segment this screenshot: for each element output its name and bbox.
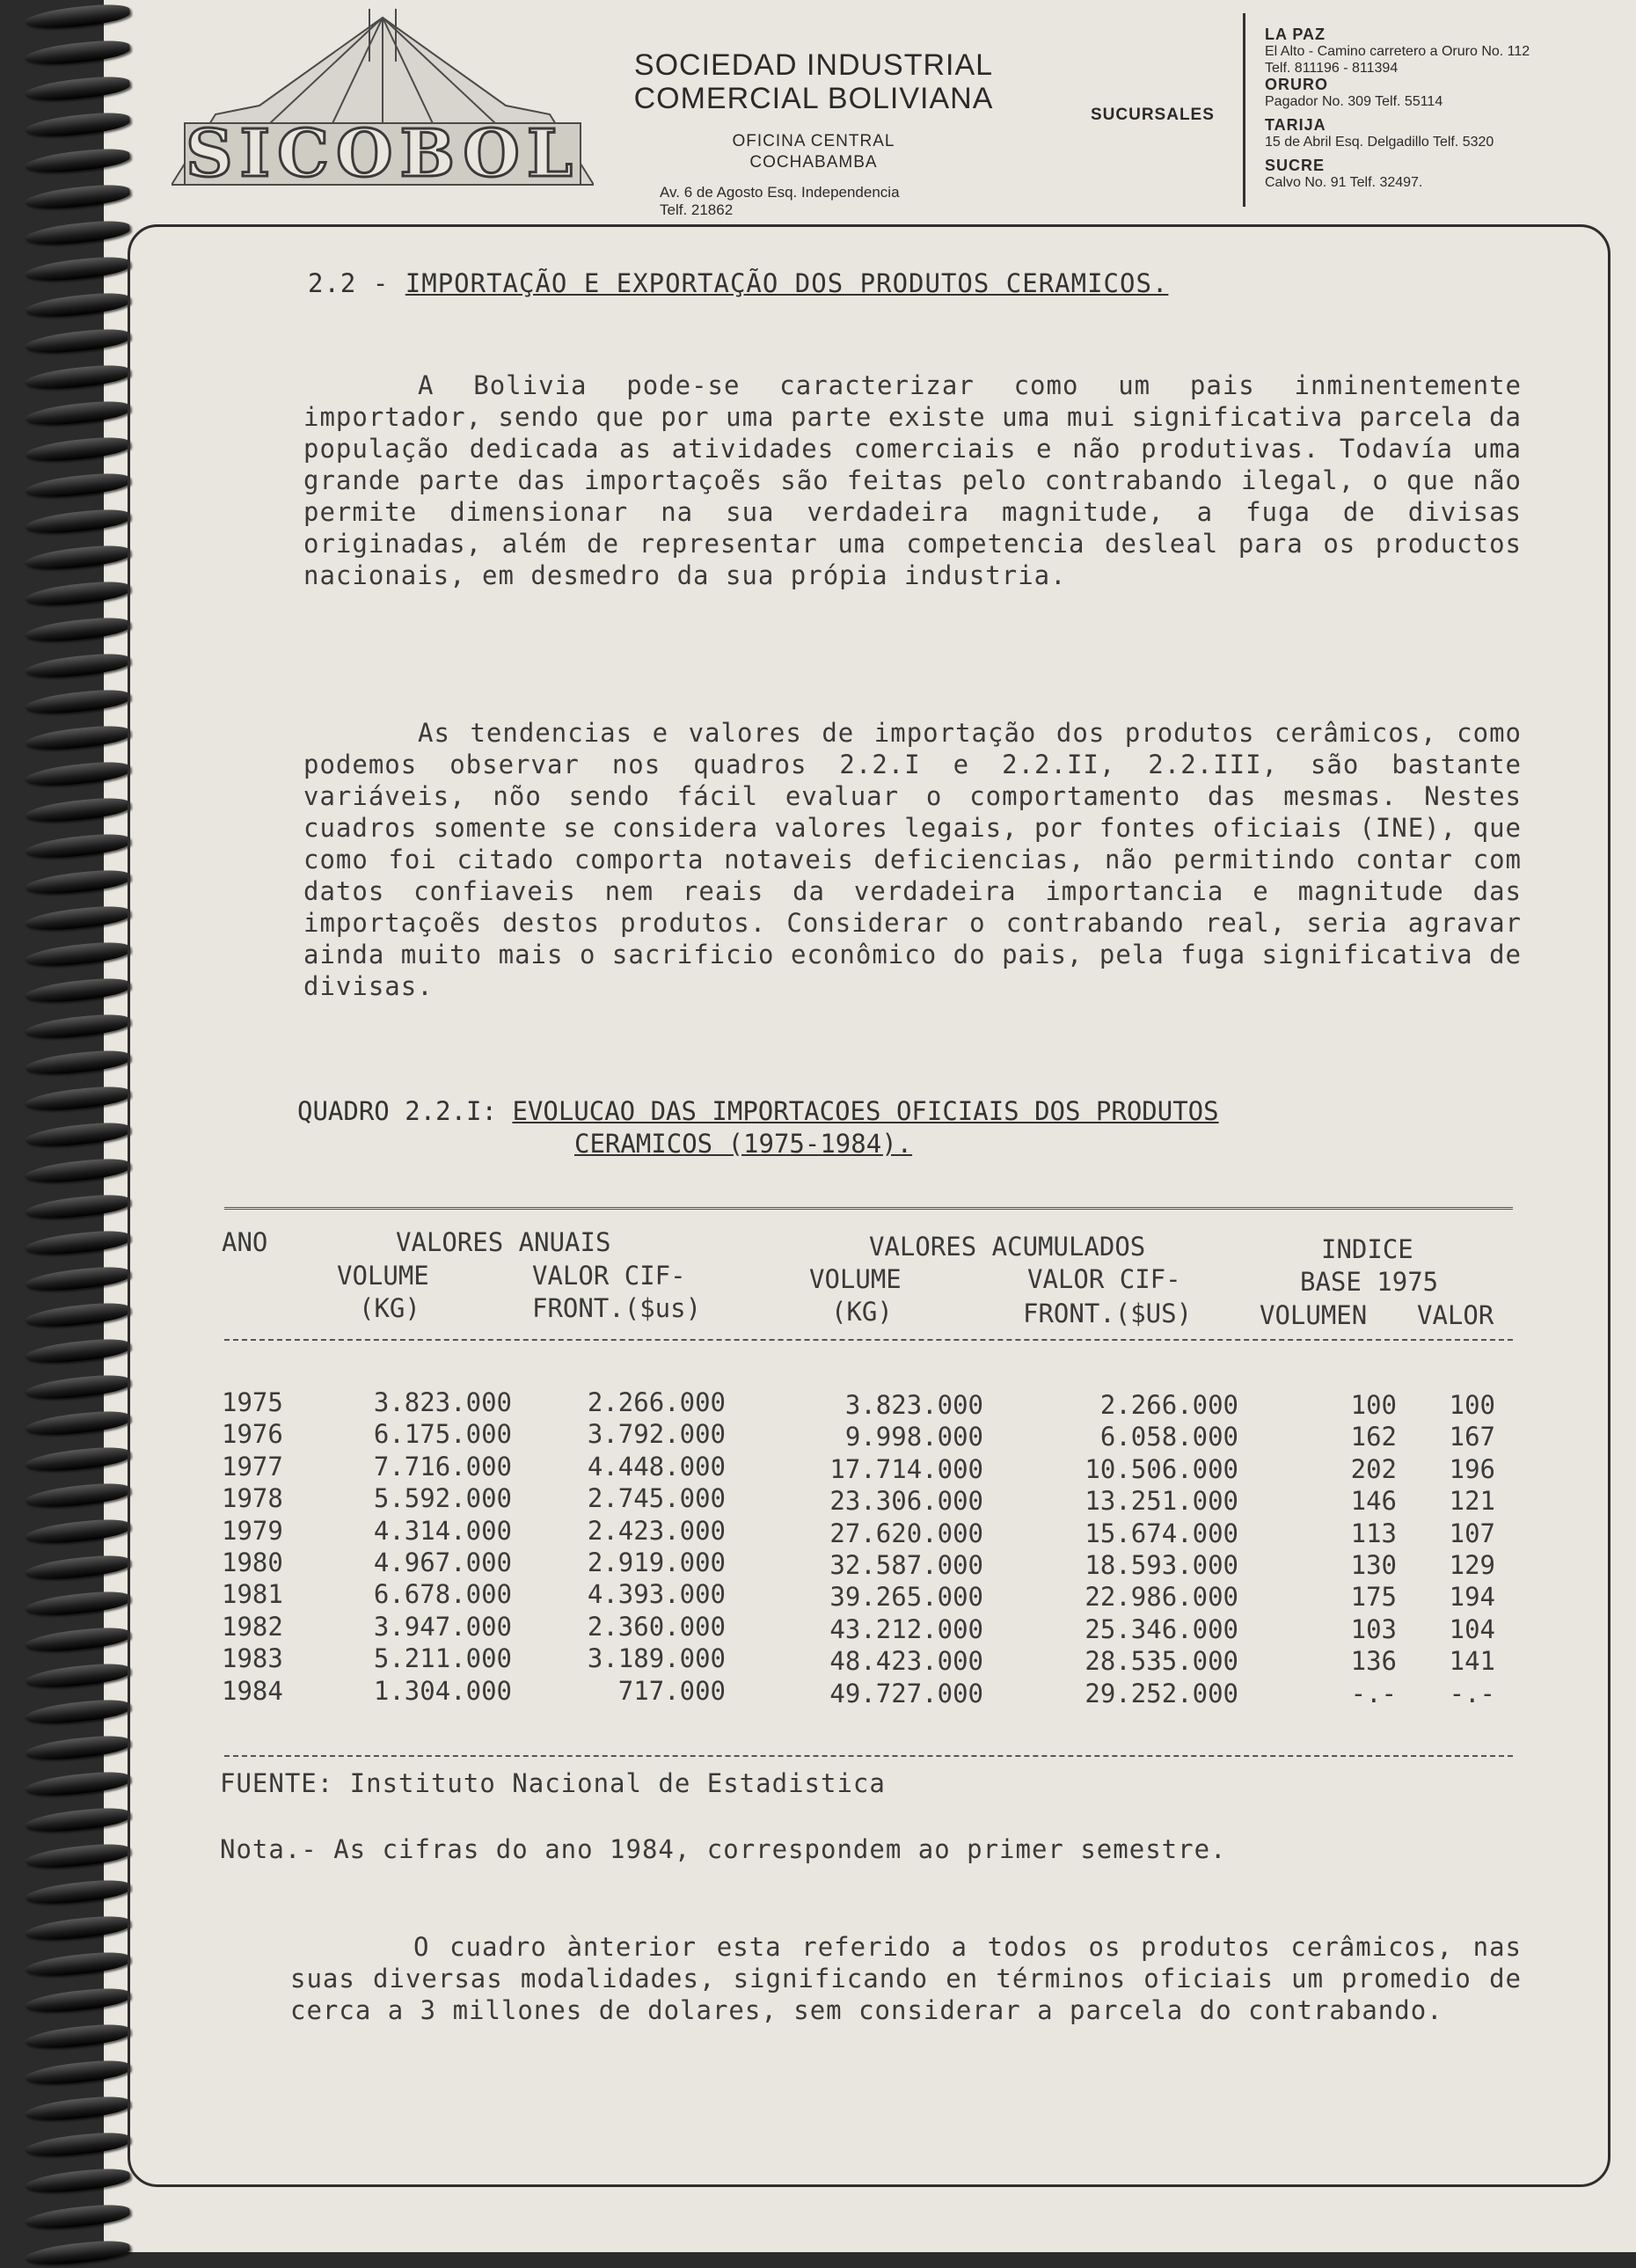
header-valor-1: VALOR CIF-: [532, 1261, 686, 1291]
cell-indice-valor: 121: [1449, 1486, 1495, 1517]
branch-city: LA PAZ: [1265, 26, 1326, 43]
binding-coil: [24, 110, 131, 140]
binding-coil: [24, 399, 131, 428]
office-label: OFICINA CENTRAL: [732, 132, 895, 150]
branches-label: SUCURSALES: [1091, 106, 1215, 124]
cell-indice-volumen: 162: [1350, 1422, 1397, 1452]
binding-coil: [24, 1986, 131, 2016]
header-front-2: FRONT.($US): [1023, 1299, 1193, 1328]
cell-indice-volumen: 103: [1350, 1613, 1397, 1644]
binding-coil: [24, 1625, 131, 1655]
header-valor-2: VALOR CIF-: [1027, 1264, 1181, 1294]
header-valores-anuais: VALORES ANUAIS: [396, 1227, 611, 1257]
cell-valor-anual: 2.266.000: [587, 1387, 726, 1417]
binding-coil: [24, 290, 131, 320]
company-block: [607, 48, 1020, 219]
binding-coil: [24, 1661, 131, 1691]
cell-valor-anual: 3.189.000: [587, 1643, 726, 1674]
cell-valor-anual: 3.792.000: [587, 1419, 726, 1450]
cell-indice-volumen: 202: [1350, 1453, 1397, 1484]
cell-valor-anual: 2.360.000: [587, 1611, 726, 1642]
header-kg-1: (KG): [359, 1293, 420, 1323]
binding-coil: [24, 218, 131, 248]
cell-indice-valor: -.-: [1449, 1678, 1495, 1708]
cell-indice-valor: 129: [1449, 1550, 1495, 1580]
binding-coil: [24, 1877, 131, 1907]
cell-volume-anual: 7.716.000: [373, 1451, 512, 1482]
cell-ano: 1982: [222, 1611, 283, 1642]
cell-indice-valor: 141: [1449, 1646, 1495, 1677]
binding-coil: [24, 1481, 131, 1511]
header-valores-acumulados: VALORES ACUMULADOS: [869, 1232, 1146, 1262]
branch-city: ORURO: [1265, 76, 1328, 93]
binding-coil: [24, 615, 131, 645]
binding-coil: [24, 1445, 131, 1474]
cell-volume-acumulado: 17.714.000: [829, 1453, 983, 1484]
cell-valor-acumulado: 6.058.000: [1099, 1422, 1238, 1452]
cell-volume-acumulado: 32.587.000: [829, 1550, 983, 1580]
binding-coil: [24, 2058, 131, 2088]
cell-volume-acumulado: 43.212.000: [829, 1613, 983, 1644]
binding-coil: [24, 1336, 131, 1366]
binding-coil: [24, 976, 131, 1006]
binding-coil: [24, 1372, 131, 1402]
binding-coil: [24, 254, 131, 284]
branch-address: 15 de Abril Esq. Delgadillo Telf. 5320: [1265, 135, 1494, 150]
binding-coil: [24, 471, 131, 501]
cell-valor-acumulado: 22.986.000: [1085, 1582, 1238, 1613]
binding-coil: [24, 1805, 131, 1835]
binding-coil: [24, 146, 131, 176]
paragraph-3-text: O cuadro ànterior esta referido a todos os produtos cerâmicos, nas suas diversas modalidades, significando en términos oficiais um promedio de cerca a 3 millones de dolares, sem considerar a parcela do contrabando.: [290, 1932, 1522, 2025]
cell-valor-anual: 4.448.000: [587, 1451, 726, 1482]
cell-valor-anual: 2.919.000: [587, 1547, 726, 1577]
cell-indice-valor: 107: [1449, 1518, 1495, 1548]
branch-city: SUCRE: [1265, 157, 1326, 174]
cell-indice-volumen: 175: [1350, 1582, 1397, 1613]
cell-indice-volumen: 136: [1350, 1646, 1397, 1677]
table-caption: [297, 1095, 1219, 1160]
cell-indice-volumen: 146: [1350, 1486, 1397, 1517]
header-volume-1: VOLUME: [337, 1261, 429, 1291]
binding-coil: [24, 182, 131, 212]
branches-divider: [1243, 13, 1245, 207]
cell-valor-acumulado: 15.674.000: [1085, 1518, 1238, 1548]
company-logo: [172, 9, 594, 198]
paragraph-3: [290, 1931, 1522, 2026]
cell-volume-acumulado: 27.620.000: [829, 1518, 983, 1548]
table-note: Nota.- As cifras do ano 1984, correspondem ao primer semestre.: [220, 1834, 1227, 1864]
cell-valor-acumulado: 18.593.000: [1085, 1550, 1238, 1580]
header-indice: INDICE: [1321, 1234, 1413, 1264]
binding-coil: [24, 1769, 131, 1799]
table-title-line1: EVOLUCAO DAS IMPORTACOES OFICIAIS DOS PRODUTOS: [512, 1096, 1219, 1126]
paragraph-2-text: As tendencias e valores de importação dos produtos cerâmicos, como podemos observar nos quadros 2.2.I e 2.2.II, 2.2.III, são bastante variáveis, nõo sendo fácil evaluar o comportamento das mesmas. Nestes cuadros somente se considera valores legais, por fontes oficiais (INE), que como foi citado comporta notaveis deficiencias, não permitindo contar com datos confiaveis nem reais da verdadeira importancia e magnitude das importaçoẽs destos produtos. Considerar o contrabando real, seria agravar ainda muito mais o sacrificio econômico do pais, pela fuga significativa de divisas.: [303, 718, 1522, 1001]
binding-coil: [24, 831, 131, 861]
section-number: 2.2 -: [308, 268, 390, 298]
cell-ano: 1983: [222, 1643, 283, 1674]
binding-coil: [24, 1553, 131, 1583]
binding-coil: [24, 507, 131, 537]
binding-coil: [24, 1589, 131, 1619]
binding-coil: [24, 904, 131, 933]
cell-ano: 1984: [222, 1675, 283, 1706]
binding-coil: [24, 543, 131, 573]
binding-coil: [24, 723, 131, 753]
branch-address: Calvo No. 91 Telf. 32497.: [1265, 175, 1423, 190]
section-heading: [308, 268, 1168, 298]
header-base: BASE 1975: [1300, 1267, 1439, 1297]
cell-indice-volumen: 130: [1350, 1550, 1397, 1580]
branch-city: TARIJA: [1265, 116, 1326, 134]
header-ano: ANO: [222, 1227, 268, 1257]
cell-volume-anual: 6.175.000: [373, 1419, 512, 1450]
binding-coil: [24, 74, 131, 104]
binding-coil: [24, 687, 131, 717]
cell-volume-acumulado: 3.823.000: [844, 1390, 983, 1420]
binding-coil: [24, 1156, 131, 1186]
cell-volume-acumulado: 9.998.000: [844, 1422, 983, 1452]
binding-coil: [24, 1697, 131, 1727]
binding-coil: [24, 2130, 131, 2160]
cell-indice-valor: 167: [1449, 1422, 1495, 1452]
branch-la-paz: [1265, 26, 1617, 77]
paragraph-2: [303, 717, 1522, 1002]
table-source: FUENTE: Instituto Nacional de Estadistica: [220, 1768, 886, 1798]
cell-ano: 1980: [222, 1547, 283, 1577]
cell-ano: 1978: [222, 1483, 283, 1514]
branch-address: El Alto - Camino carretero a Oruro No. 112: [1265, 44, 1530, 59]
cell-valor-anual: 717.000: [617, 1675, 726, 1706]
binding-coil: [24, 1300, 131, 1330]
cell-valor-anual: 2.423.000: [587, 1515, 726, 1546]
cell-indice-valor: 194: [1449, 1582, 1495, 1613]
branch-sucre: [1265, 157, 1617, 191]
binding-coil: [24, 1192, 131, 1222]
cell-valor-acumulado: 28.535.000: [1085, 1646, 1238, 1677]
header-volume-2: VOLUME: [809, 1264, 902, 1294]
cell-valor-acumulado: 10.506.000: [1085, 1453, 1238, 1484]
cell-valor-acumulado: 13.251.000: [1085, 1486, 1238, 1517]
cell-volume-acumulado: 39.265.000: [829, 1582, 983, 1613]
cell-indice-valor: 104: [1449, 1613, 1495, 1644]
binding-coil: [24, 651, 131, 681]
binding-coil: [24, 38, 131, 68]
binding-coil: [24, 2202, 131, 2232]
header-front-1: FRONT.($us): [532, 1293, 702, 1323]
cell-volume-acumulado: 48.423.000: [829, 1646, 983, 1677]
cell-ano: 1977: [222, 1451, 283, 1482]
binding-coil: [24, 1228, 131, 1258]
table-label: QUADRO 2.2.I:: [297, 1096, 497, 1126]
paragraph-1-text: A Bolivia pode-se caracterizar como um pais inminentemente importador, sendo que por uma parte existe uma mui significativa parcela da população dedicada as atividades comerciais e não produtivas. Todavía uma grande parte das importaçoẽs são feitas pelo contrabando ilegal, o que não permite dimensionar na sua verdadeira magnitude, a fuga de divisas originadas, além de representar uma competencia desleal para os productos nacionais, em desmedro da sua própia industria.: [303, 370, 1522, 590]
cell-valor-acumulado: 2.266.000: [1099, 1390, 1238, 1420]
cell-volume-anual: 5.592.000: [373, 1483, 512, 1514]
cell-valor-acumulado: 29.252.000: [1085, 1678, 1238, 1708]
cell-ano: 1981: [222, 1579, 283, 1610]
cell-indice-volumen: 113: [1350, 1518, 1397, 1548]
logo-text: SICOBOL: [186, 116, 580, 192]
binding-coil: [24, 2094, 131, 2124]
table-header-rule: [224, 1339, 1513, 1341]
header-volumen: VOLUMEN: [1260, 1300, 1368, 1330]
binding-coil: [24, 435, 131, 465]
cell-valor-anual: 2.745.000: [587, 1483, 726, 1514]
cell-indice-valor: 196: [1449, 1453, 1495, 1484]
cell-ano: 1979: [222, 1515, 283, 1546]
branch-address: Pagador No. 309 Telf. 55114: [1265, 94, 1443, 109]
binding-coil: [24, 1048, 131, 1078]
cell-volume-anual: 5.211.000: [373, 1643, 512, 1674]
branch-oruro: [1265, 77, 1617, 110]
binding-coil: [24, 326, 131, 356]
office-address: Av. 6 de Agosto Esq. Independencia: [660, 184, 900, 201]
table-bottom-rule: [224, 1755, 1513, 1757]
cell-ano: 1975: [222, 1387, 283, 1417]
table-title-line2: CERAMICOS (1975-1984).: [574, 1129, 913, 1159]
binding-coil: [24, 1913, 131, 1943]
cell-valor-acumulado: 25.346.000: [1085, 1613, 1238, 1644]
cell-volume-anual: 6.678.000: [373, 1579, 512, 1610]
branch-phone: Telf. 811196 - 811394: [1265, 61, 1399, 76]
cell-volume-anual: 3.947.000: [373, 1611, 512, 1642]
header-valor: VALOR: [1417, 1300, 1494, 1330]
cell-indice-volumen: 100: [1350, 1390, 1397, 1420]
office-phone: Telf. 21862: [660, 201, 734, 218]
binding-coil: [24, 940, 131, 969]
binding-coil: [24, 1841, 131, 1871]
cell-volume-acumulado: 49.727.000: [829, 1678, 983, 1708]
cell-volume-anual: 1.304.000: [373, 1675, 512, 1706]
cell-indice-valor: 100: [1449, 1390, 1495, 1420]
branch-tarija: [1265, 117, 1617, 150]
binding-coil: [24, 1120, 131, 1150]
binding-coil: [24, 2238, 131, 2268]
cell-volume-acumulado: 23.306.000: [829, 1486, 983, 1517]
binding-coil: [24, 759, 131, 789]
binding-coil: [24, 1733, 131, 1763]
branches-list: [1265, 26, 1617, 191]
binding-coil: [24, 2022, 131, 2052]
cell-valor-anual: 4.393.000: [587, 1579, 726, 1610]
binding-coil: [24, 2166, 131, 2196]
office-city: COCHABAMBA: [749, 153, 878, 172]
company-name-line2: COMERCIAL BOLIVIANA: [633, 82, 994, 115]
paragraph-1: [303, 369, 1522, 591]
cell-indice-volumen: -.-: [1350, 1678, 1397, 1708]
binding-coil: [24, 1517, 131, 1547]
section-title: IMPORTAÇÃO E EXPORTAÇÃO DOS PRODUTOS CERAMICOS.: [405, 268, 1169, 298]
binding-coil: [24, 1264, 131, 1294]
header-kg-2: (KG): [831, 1297, 893, 1327]
binding-coil: [24, 1012, 131, 1042]
binding-coil: [24, 1084, 131, 1114]
binding-coil: [24, 795, 131, 825]
cell-volume-anual: 3.823.000: [373, 1387, 512, 1417]
binding-coil: [24, 579, 131, 609]
binding-coil: [24, 1408, 131, 1438]
cell-ano: 1976: [222, 1419, 283, 1450]
binding-coil: [24, 2, 131, 32]
binding-coil: [24, 867, 131, 897]
table-top-rule: [224, 1207, 1513, 1210]
company-name-line1: SOCIEDAD INDUSTRIAL: [633, 48, 994, 82]
cell-volume-anual: 4.967.000: [373, 1547, 512, 1577]
binding-coil: [24, 1950, 131, 1979]
cell-volume-anual: 4.314.000: [373, 1515, 512, 1546]
binding-coil: [24, 362, 131, 392]
